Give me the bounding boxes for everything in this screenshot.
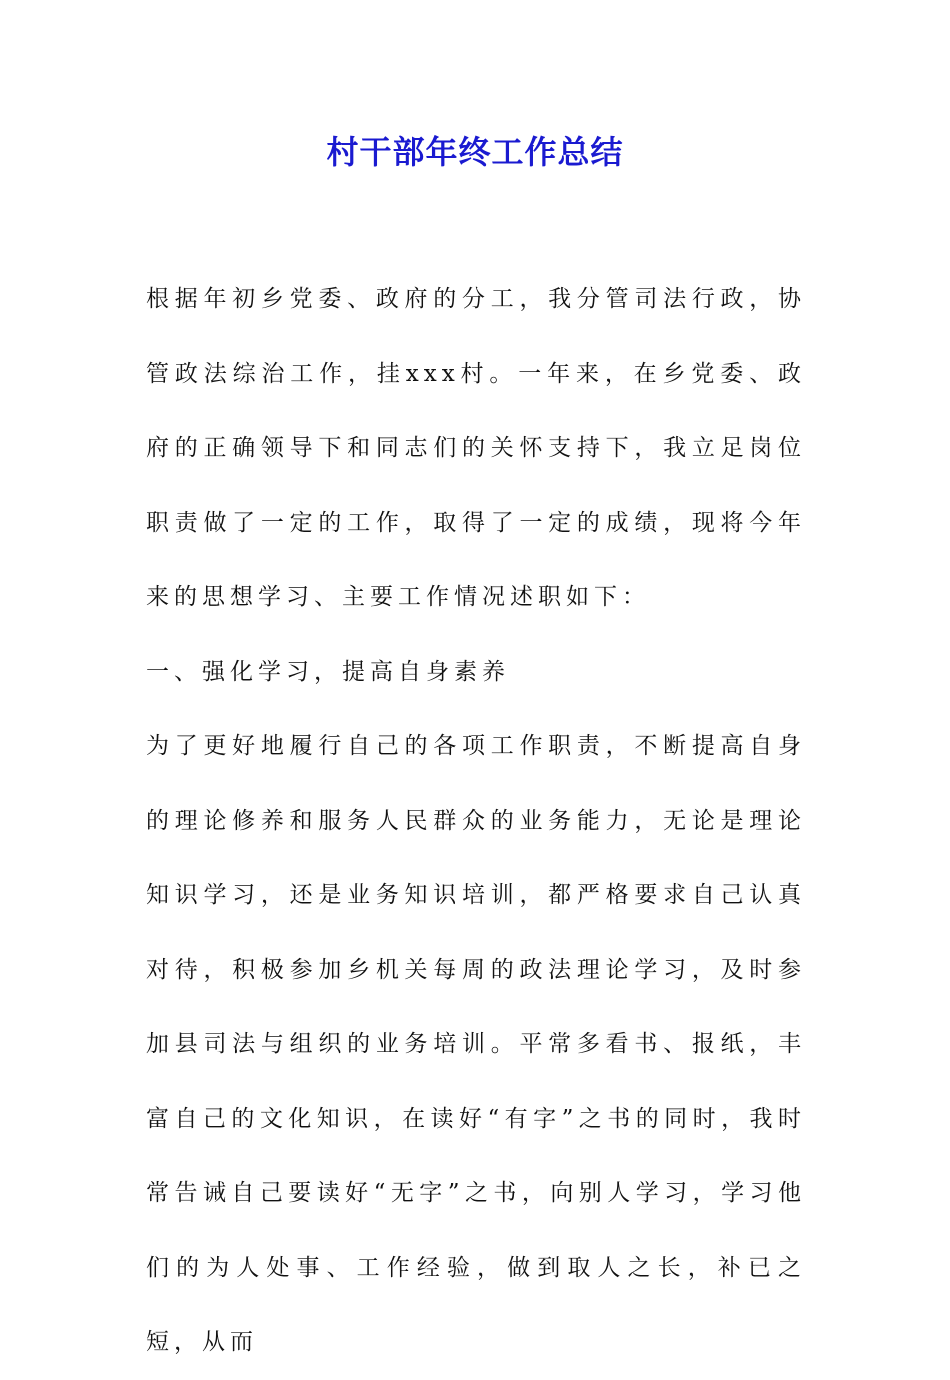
document-title: 村干部年终工作总结 bbox=[326, 133, 624, 171]
paragraph-study: 为了更好地履行自己的各项工作职责，不断提高自身的理论修养和服务人民群众的业务能力，无论是理论知识学习，还是业务知识培训，都严格要求自己认真对待，积极参加乡机关每周的政法理论学习，及时参加县司法与组织的业务培训。平常多看书、报纸，丰富自己的文化知识，在读好“有字”之书的同时，我时常告诫自己要读好“无字”之书，向别人学习，学习他们的为人处事、工作经验，做到取人之长，补已之短，从而 bbox=[146, 733, 806, 1355]
document-body bbox=[146, 262, 806, 1380]
section-heading-1: 一、强化学习，提高自身素养 bbox=[146, 658, 510, 685]
paragraph-intro: 根据年初乡党委、政府的分工，我分管司法行政，协管政法综治工作，挂xxx村。一年来，在乡党委、政府的正确领导下和同志们的关怀支持下，我立足岗位职责做了一定的工作，取得了一定的成绩，现将今年来的思想学习、主要工作情况述职如下： bbox=[146, 286, 806, 610]
